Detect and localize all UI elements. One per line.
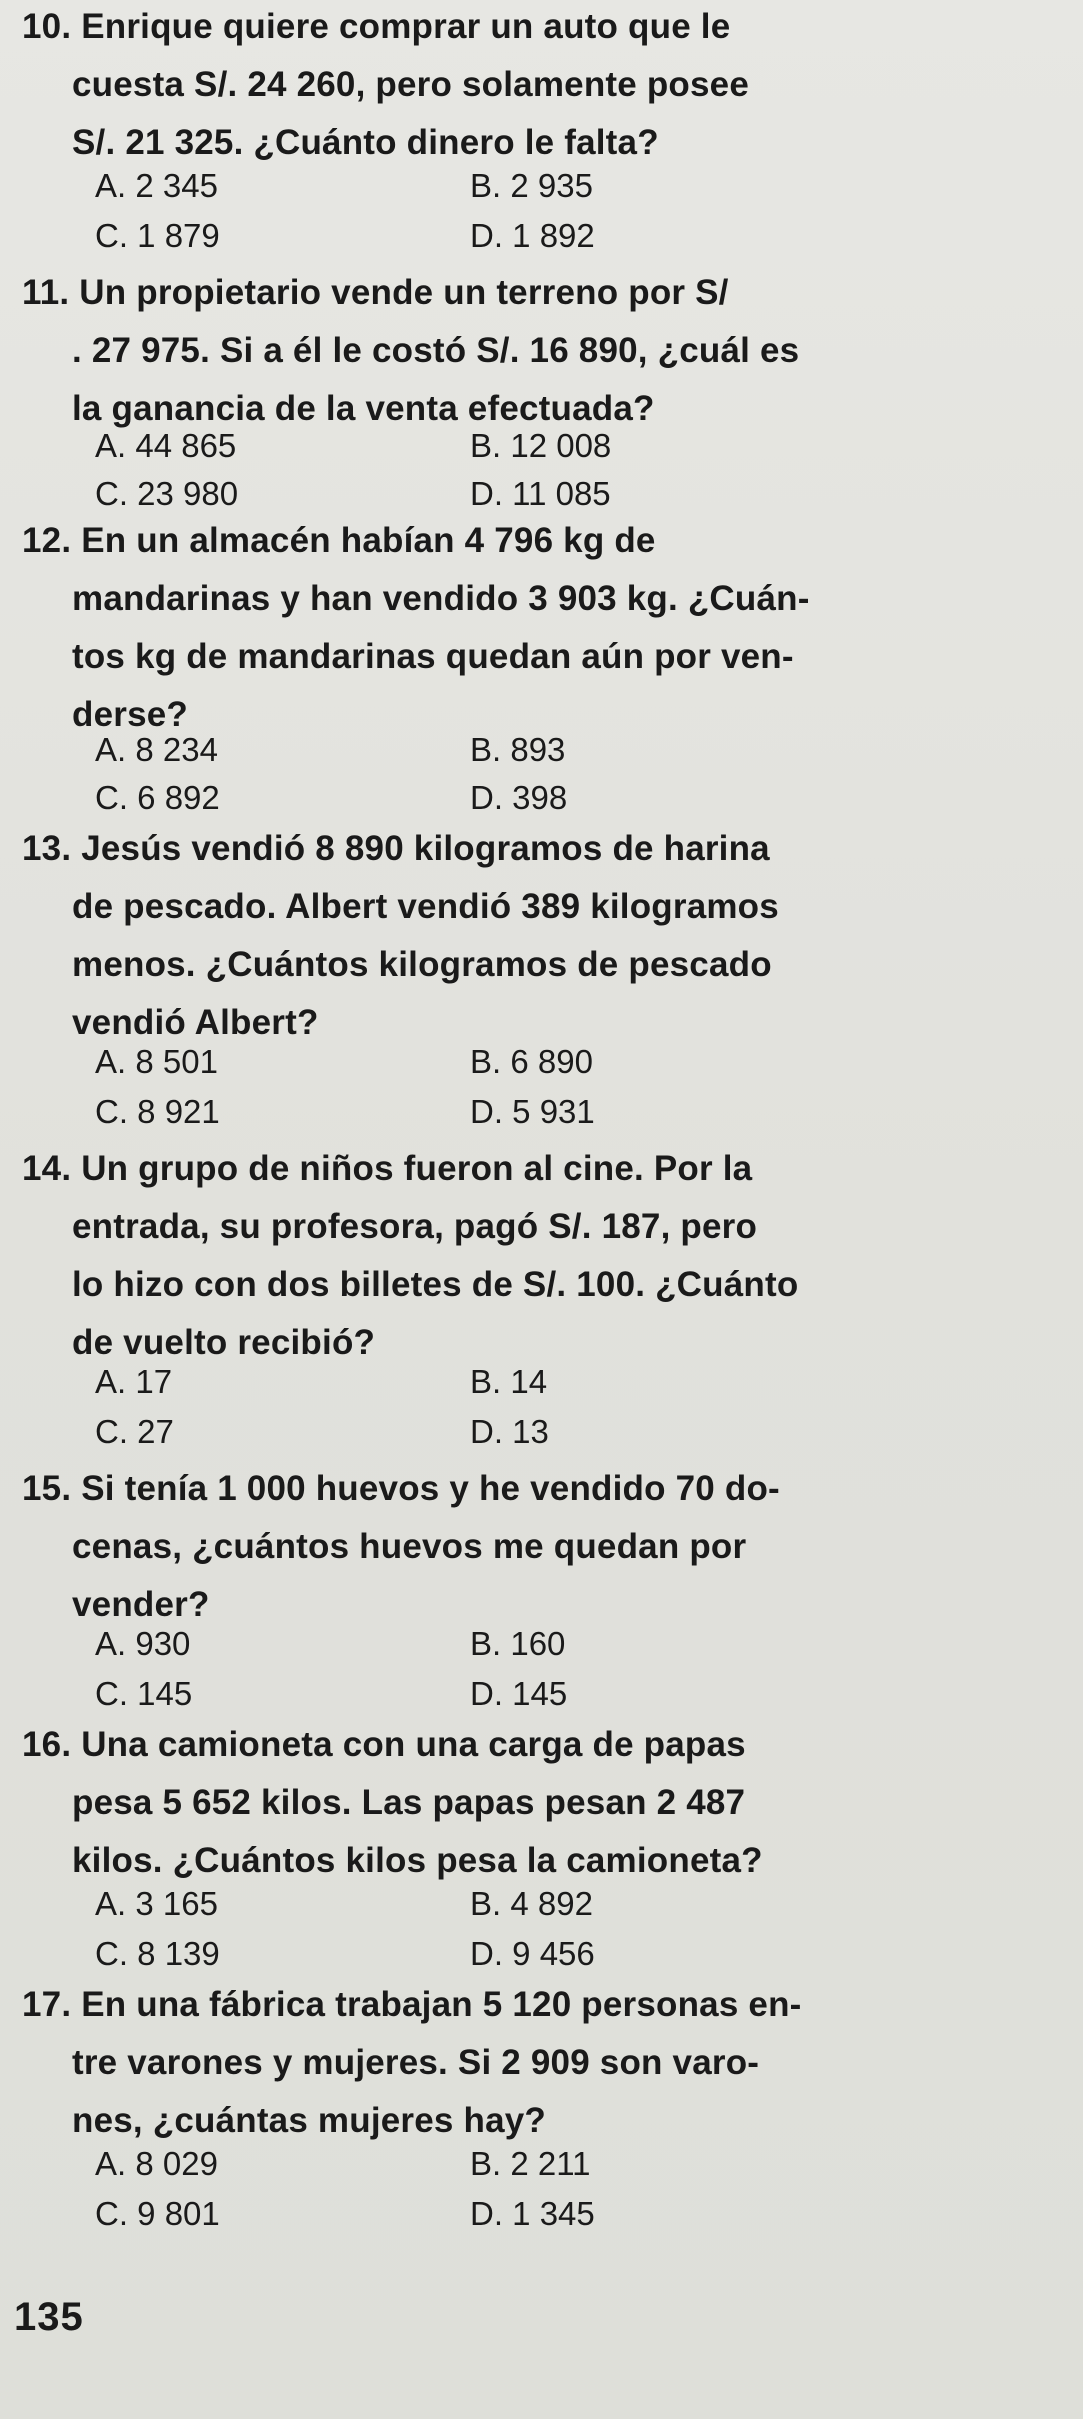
- option-b: B. 4 892: [470, 1885, 593, 1922]
- option-a: A. 930: [95, 1625, 191, 1662]
- question-text-line: nes, ¿cuántas mujeres hay?: [72, 2101, 546, 2140]
- question-text-line: Si tenía 1 000 huevos y he vendido 70 do-: [81, 1469, 780, 1508]
- question-text-line: vender?: [72, 1585, 210, 1624]
- question-text-line: Un propietario vende un terreno por S/: [79, 273, 729, 312]
- option-a: A. 44 865: [95, 427, 237, 464]
- question-number: 15.: [22, 1469, 72, 1508]
- question-text-line: menos. ¿Cuántos kilogramos de pescado: [72, 945, 772, 984]
- question-text-line: kilos. ¿Cuántos kilos pesa la camioneta?: [72, 1841, 763, 1880]
- option-b: B. 6 890: [470, 1043, 593, 1080]
- option-a: A. 8 029: [95, 2145, 218, 2182]
- question-text-line: vendió Albert?: [72, 1003, 319, 1042]
- question-stem: [22, 1976, 1062, 2150]
- question-text-line: Enrique quiere comprar un auto que le: [81, 7, 731, 46]
- question-text-line: En una fábrica trabajan 5 120 personas en-: [81, 1985, 802, 2024]
- question-stem: [22, 1716, 1062, 1890]
- question-text-line: pesa 5 652 kilos. Las papas pesan 2 487: [72, 1783, 746, 1822]
- option-b: B. 14: [470, 1363, 548, 1400]
- question-number: 11.: [22, 273, 70, 312]
- question-text-line: S/. 21 325. ¿Cuánto dinero le falta?: [72, 123, 659, 162]
- question-text-line: mandarinas y han vendido 3 903 kg. ¿Cuán-: [72, 579, 810, 618]
- option-a: A. 17: [95, 1363, 173, 1400]
- option-d: D. 5 931: [470, 1093, 595, 1130]
- question-text-line: . 27 975. Si a él le costó S/. 16 890, ¿cuál es: [72, 331, 800, 370]
- question-stem: [22, 264, 1062, 438]
- option-b: B. 2 935: [470, 167, 593, 204]
- option-b: B. 893: [470, 731, 566, 768]
- option-c: C. 23 980: [95, 475, 239, 512]
- option-b: B. 2 211: [470, 2145, 591, 2182]
- option-c: C. 6 892: [95, 779, 220, 816]
- question-text-line: tre varones y mujeres. Si 2 909 son varo-: [72, 2043, 760, 2082]
- question-text-line: Jesús vendió 8 890 kilogramos de harina: [81, 829, 770, 868]
- question-stem: [22, 0, 1062, 172]
- option-c: C. 9 801: [95, 2195, 220, 2232]
- option-d: D. 11 085: [470, 475, 611, 512]
- question-text-line: entrada, su profesora, pagó S/. 187, pero: [72, 1207, 758, 1246]
- question-text-line: Una camioneta con una carga de papas: [81, 1725, 746, 1764]
- option-d: D. 1 345: [470, 2195, 595, 2232]
- question-text-line: de pescado. Albert vendió 389 kilogramos: [72, 887, 779, 926]
- question-number: 17.: [22, 1985, 72, 2024]
- option-d: D. 1 892: [470, 217, 595, 254]
- option-a: A. 8 234: [95, 731, 218, 768]
- option-d: D. 9 456: [470, 1935, 595, 1972]
- question-number: 16.: [22, 1725, 72, 1764]
- question-text-line: tos kg de mandarinas quedan aún por ven-: [72, 637, 794, 676]
- question-text-line: Un grupo de niños fueron al cine. Por la: [81, 1149, 753, 1188]
- option-b: B. 160: [470, 1625, 566, 1662]
- question-number: 13.: [22, 829, 72, 868]
- option-a: A. 8 501: [95, 1043, 218, 1080]
- question-stem: [22, 820, 1062, 1052]
- question-text-line: cenas, ¿cuántos huevos me quedan por: [72, 1527, 747, 1566]
- option-d: D. 145: [470, 1675, 568, 1712]
- question-text-line: de vuelto recibió?: [72, 1323, 376, 1362]
- option-c: C. 8 921: [95, 1093, 220, 1130]
- option-b: B. 12 008: [470, 427, 612, 464]
- question-stem: [22, 1140, 1062, 1372]
- option-c: C. 1 879: [95, 217, 220, 254]
- question-text-line: la ganancia de la venta efectuada?: [72, 389, 655, 428]
- question-stem: [22, 1460, 1062, 1634]
- question-text-line: derse?: [72, 695, 188, 734]
- question-number: 12.: [22, 521, 72, 560]
- option-c: C. 8 139: [95, 1935, 220, 1972]
- question-number: 10.: [22, 7, 72, 46]
- option-c: C. 27: [95, 1413, 174, 1450]
- question-text-line: lo hizo con dos billetes de S/. 100. ¿Cuánto: [72, 1265, 799, 1304]
- question-text-line: En un almacén habían 4 796 kg de: [81, 521, 656, 560]
- question-stem: [22, 512, 1062, 744]
- option-a: A. 2 345: [95, 167, 218, 204]
- option-a: A. 3 165: [95, 1885, 218, 1922]
- option-c: C. 145: [95, 1675, 193, 1712]
- option-d: D. 13: [470, 1413, 549, 1450]
- question-text-line: cuesta S/. 24 260, pero solamente posee: [72, 65, 750, 104]
- page-number: 135: [14, 2295, 84, 2339]
- option-d: D. 398: [470, 779, 568, 816]
- question-number: 14.: [22, 1149, 72, 1188]
